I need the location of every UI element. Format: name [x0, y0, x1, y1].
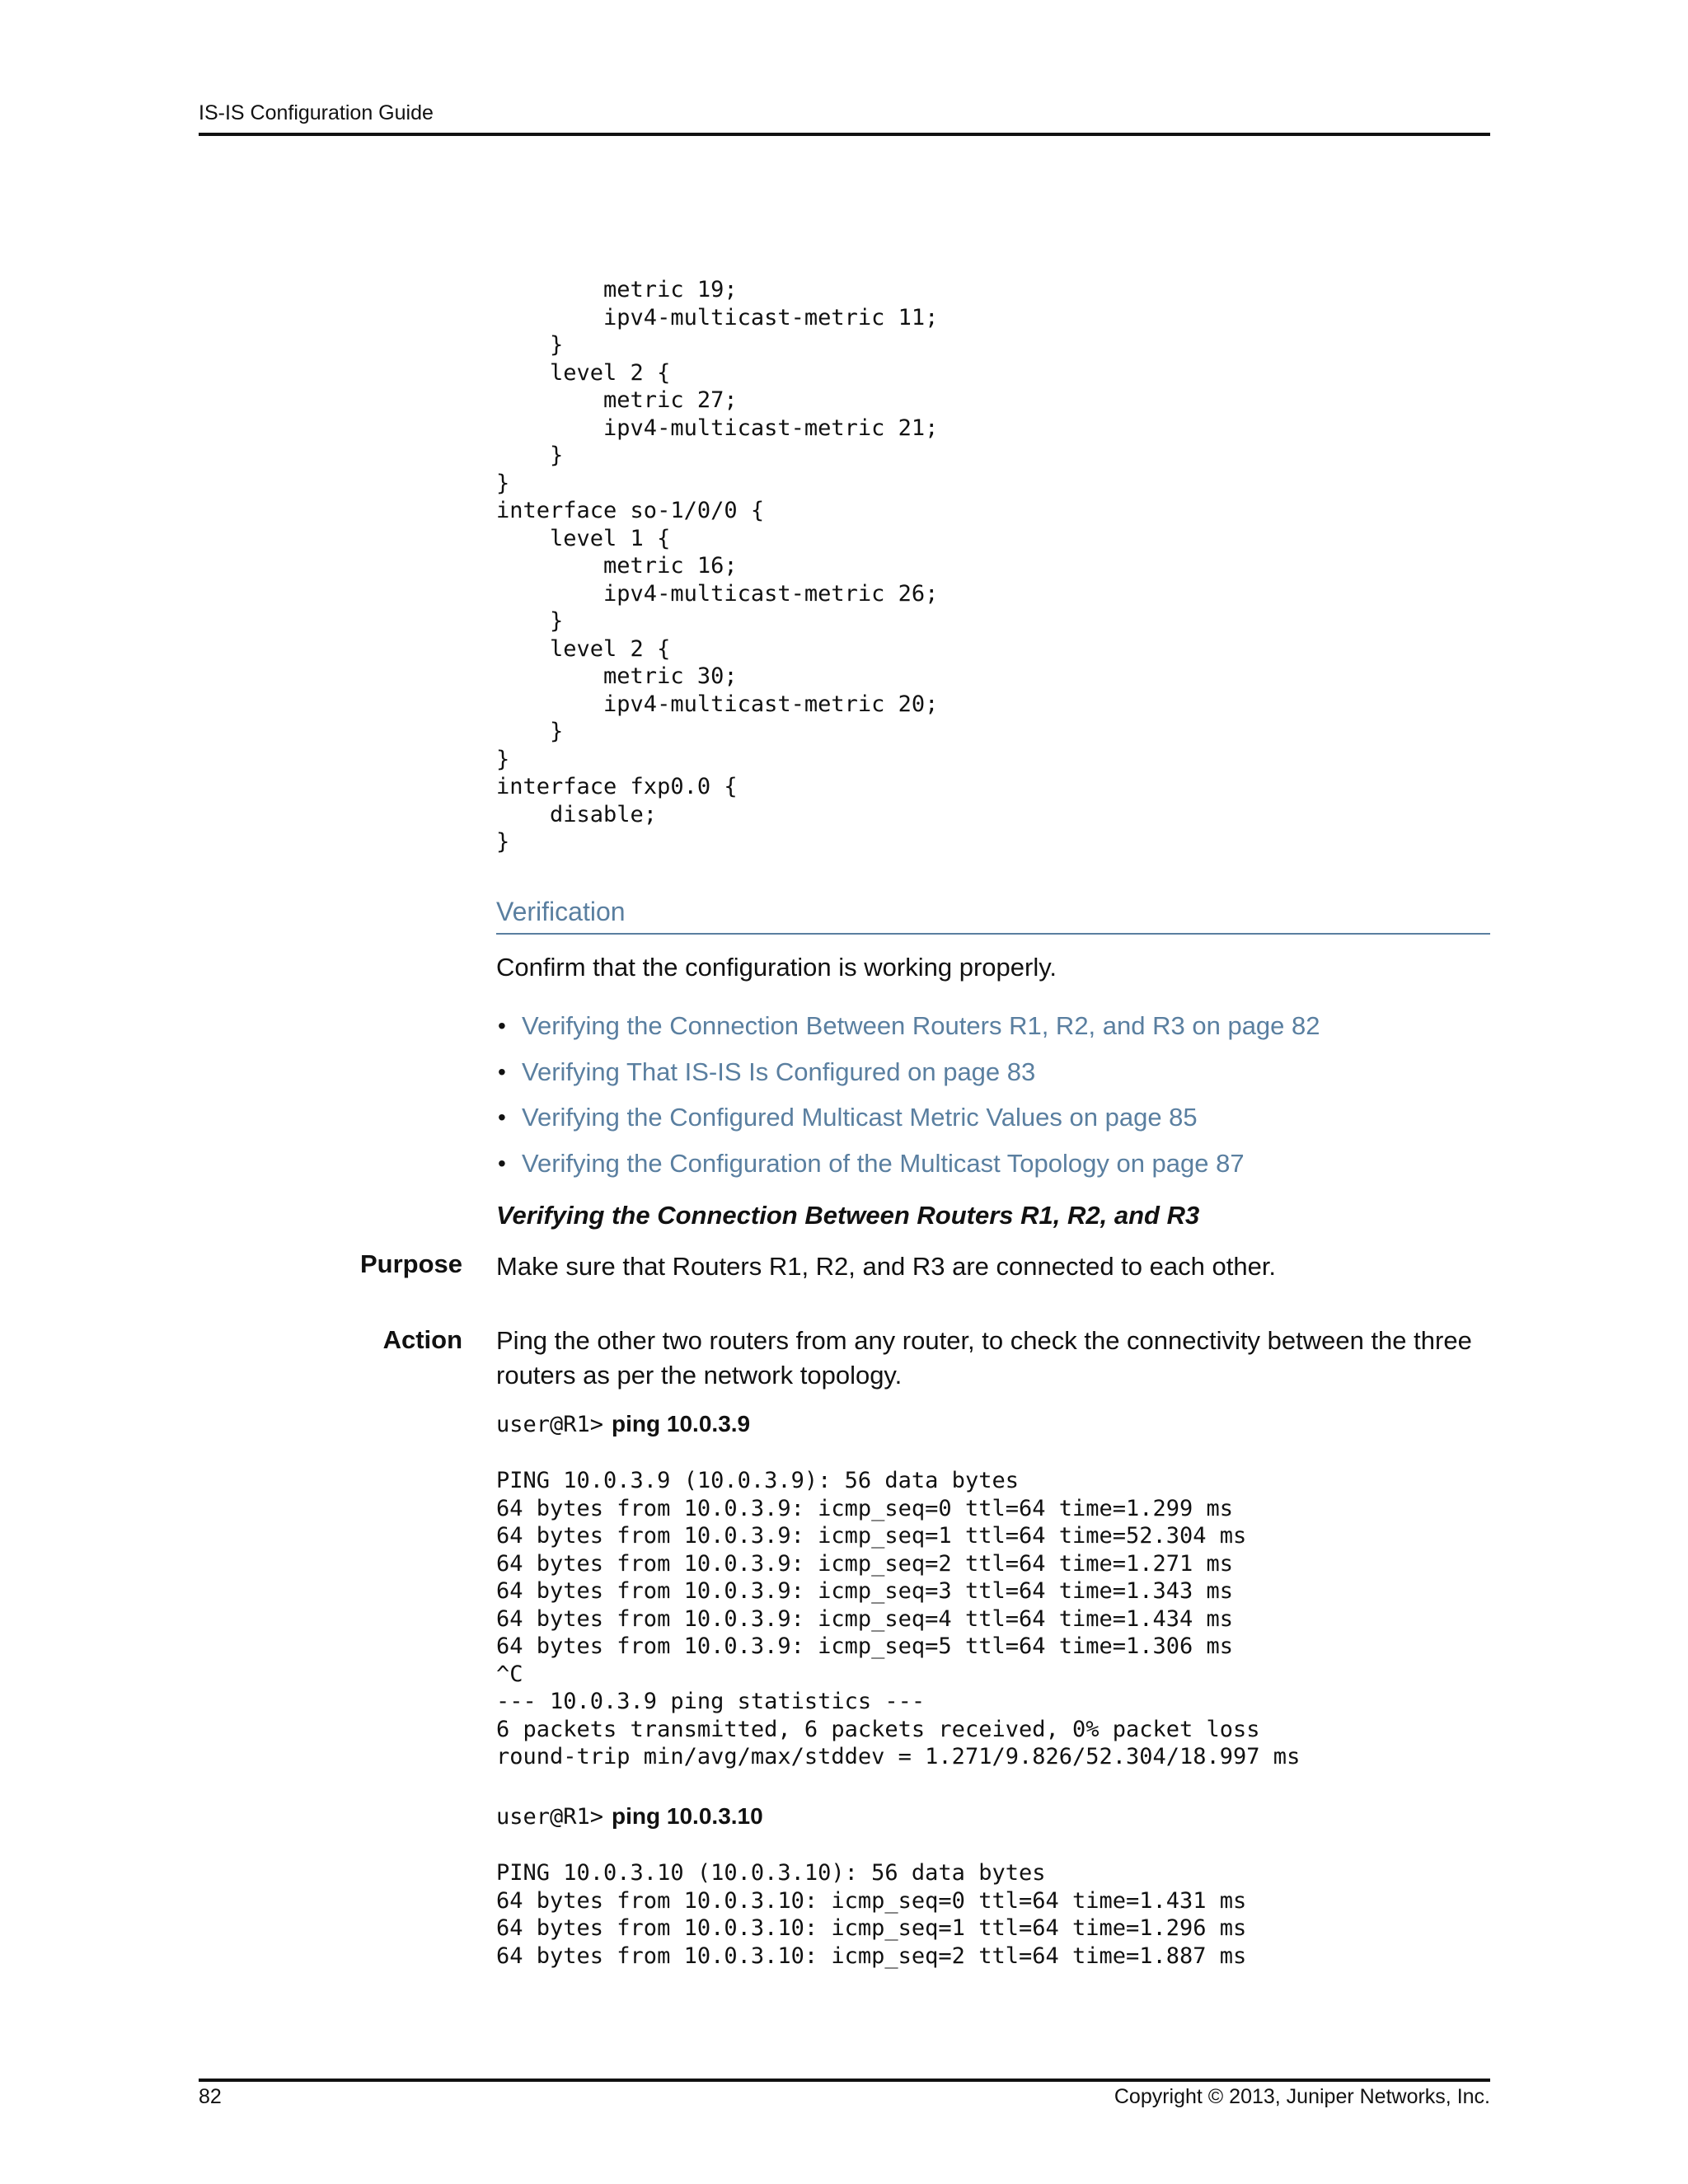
code-line: disable; [496, 801, 658, 827]
code-line: 64 bytes from 10.0.3.9: icmp_seq=0 ttl=64 time=1.299 ms [496, 1495, 1234, 1521]
copyright: Copyright © 2013, Juniper Networks, Inc. [1114, 2085, 1490, 2108]
footer-rule [199, 2079, 1490, 2082]
code-line: metric 19; [496, 277, 738, 302]
code-line: 64 bytes from 10.0.3.10: icmp_seq=0 ttl=64 time=1.431 ms [496, 1887, 1247, 1914]
code-line: 6 packets transmitted, 6 packets received, 0% packet loss [496, 1716, 1260, 1742]
list-item [496, 1009, 1320, 1055]
code-line: PING 10.0.3.9 (10.0.3.9): 56 data bytes [496, 1468, 1019, 1493]
code-line: ipv4-multicast-metric 26; [496, 580, 939, 607]
ping-output-1 [496, 1467, 1300, 1771]
code-line: interface so-1/0/0 { [496, 498, 765, 523]
bullet: • [498, 1058, 506, 1085]
link-verify-connection[interactable]: Verifying the Connection Between Routers R1, R2, and R3 on page 82 [522, 1011, 1320, 1040]
header-title: IS-IS Configuration Guide [199, 101, 434, 124]
code-line: ipv4-multicast-metric 20; [496, 691, 939, 717]
verification-rule [496, 933, 1490, 935]
code-line: --- 10.0.3.9 ping statistics --- [496, 1689, 926, 1714]
code-line: 64 bytes from 10.0.3.9: icmp_seq=5 ttl=64 time=1.306 ms [496, 1633, 1234, 1659]
list-item [496, 1146, 1320, 1193]
link-verify-isis[interactable]: Verifying That IS-IS Is Configured on page 83 [522, 1057, 1036, 1086]
ping-output-2 [496, 1859, 1246, 1970]
code-line: metric 30; [496, 663, 738, 689]
code-line: } [496, 608, 564, 634]
code-line: 64 bytes from 10.0.3.9: icmp_seq=4 ttl=64 time=1.434 ms [496, 1605, 1234, 1632]
purpose-text: Make sure that Routers R1, R2, and R3 are connected to each other. [496, 1252, 1277, 1281]
verification-heading: Verification [496, 897, 626, 926]
cli-command: ping 10.0.3.9 [612, 1411, 751, 1436]
code-line: level 2 { [496, 359, 671, 386]
header-rule [199, 133, 1490, 136]
code-line: level 2 { [496, 635, 671, 662]
code-line: round-trip min/avg/max/stddev = 1.271/9.826/52.304/18.997 ms [496, 1744, 1301, 1769]
code-line: interface fxp0.0 { [496, 774, 738, 799]
code-line: } [496, 470, 510, 496]
code-line: level 1 { [496, 525, 671, 551]
list-item [496, 1055, 1320, 1101]
link-verify-multicast-metric[interactable]: Verifying the Configured Multicast Metric Values on page 85 [522, 1103, 1198, 1132]
config-code-block [496, 276, 938, 856]
page-number: 82 [199, 2085, 222, 2108]
action-text: Ping the other two routers from any router, to check the connectivity between the three routers as per the network topology. [496, 1326, 1472, 1390]
code-line: ^C [496, 1661, 523, 1687]
bullet: • [498, 1150, 506, 1176]
bullet: • [498, 1104, 506, 1130]
code-line: } [496, 332, 564, 358]
cli-prompt: user@R1> [496, 1412, 604, 1437]
verification-link-list [496, 1009, 1320, 1192]
code-line: 64 bytes from 10.0.3.9: icmp_seq=2 ttl=64 time=1.271 ms [496, 1550, 1234, 1577]
ping-command-1 [496, 1411, 750, 1437]
subsection-heading: Verifying the Connection Between Routers R1, R2, and R3 [496, 1201, 1200, 1230]
code-line: } [496, 719, 564, 744]
code-line: ipv4-multicast-metric 21; [496, 415, 939, 441]
code-line: 64 bytes from 10.0.3.9: icmp_seq=1 ttl=64 time=52.304 ms [496, 1523, 1247, 1549]
code-line: 64 bytes from 10.0.3.10: icmp_seq=1 ttl=64 time=1.296 ms [496, 1915, 1247, 1941]
code-line: 64 bytes from 10.0.3.9: icmp_seq=3 ttl=64 time=1.343 ms [496, 1578, 1234, 1604]
list-item [496, 1100, 1320, 1146]
code-line: } [496, 746, 510, 772]
code-line: 64 bytes from 10.0.3.10: icmp_seq=2 ttl=64 time=1.887 ms [496, 1943, 1247, 1969]
link-verify-multicast-topology[interactable]: Verifying the Configuration of the Multicast Topology on page 87 [522, 1148, 1245, 1178]
code-line: ipv4-multicast-metric 11; [496, 304, 939, 330]
code-line: } [496, 829, 510, 855]
verification-intro: Confirm that the configuration is working properly. [496, 953, 1057, 982]
code-line: metric 16; [496, 553, 738, 579]
cli-prompt: user@R1> [496, 1804, 604, 1830]
purpose-label: Purpose [359, 1249, 462, 1278]
action-label: Action [382, 1325, 462, 1354]
bullet: • [498, 1013, 506, 1038]
code-line: metric 27; [496, 387, 738, 413]
code-line: } [496, 443, 564, 468]
cli-command: ping 10.0.3.10 [612, 1803, 763, 1829]
ping-command-2 [496, 1803, 763, 1830]
code-line: PING 10.0.3.10 (10.0.3.10): 56 data bytes [496, 1860, 1046, 1886]
